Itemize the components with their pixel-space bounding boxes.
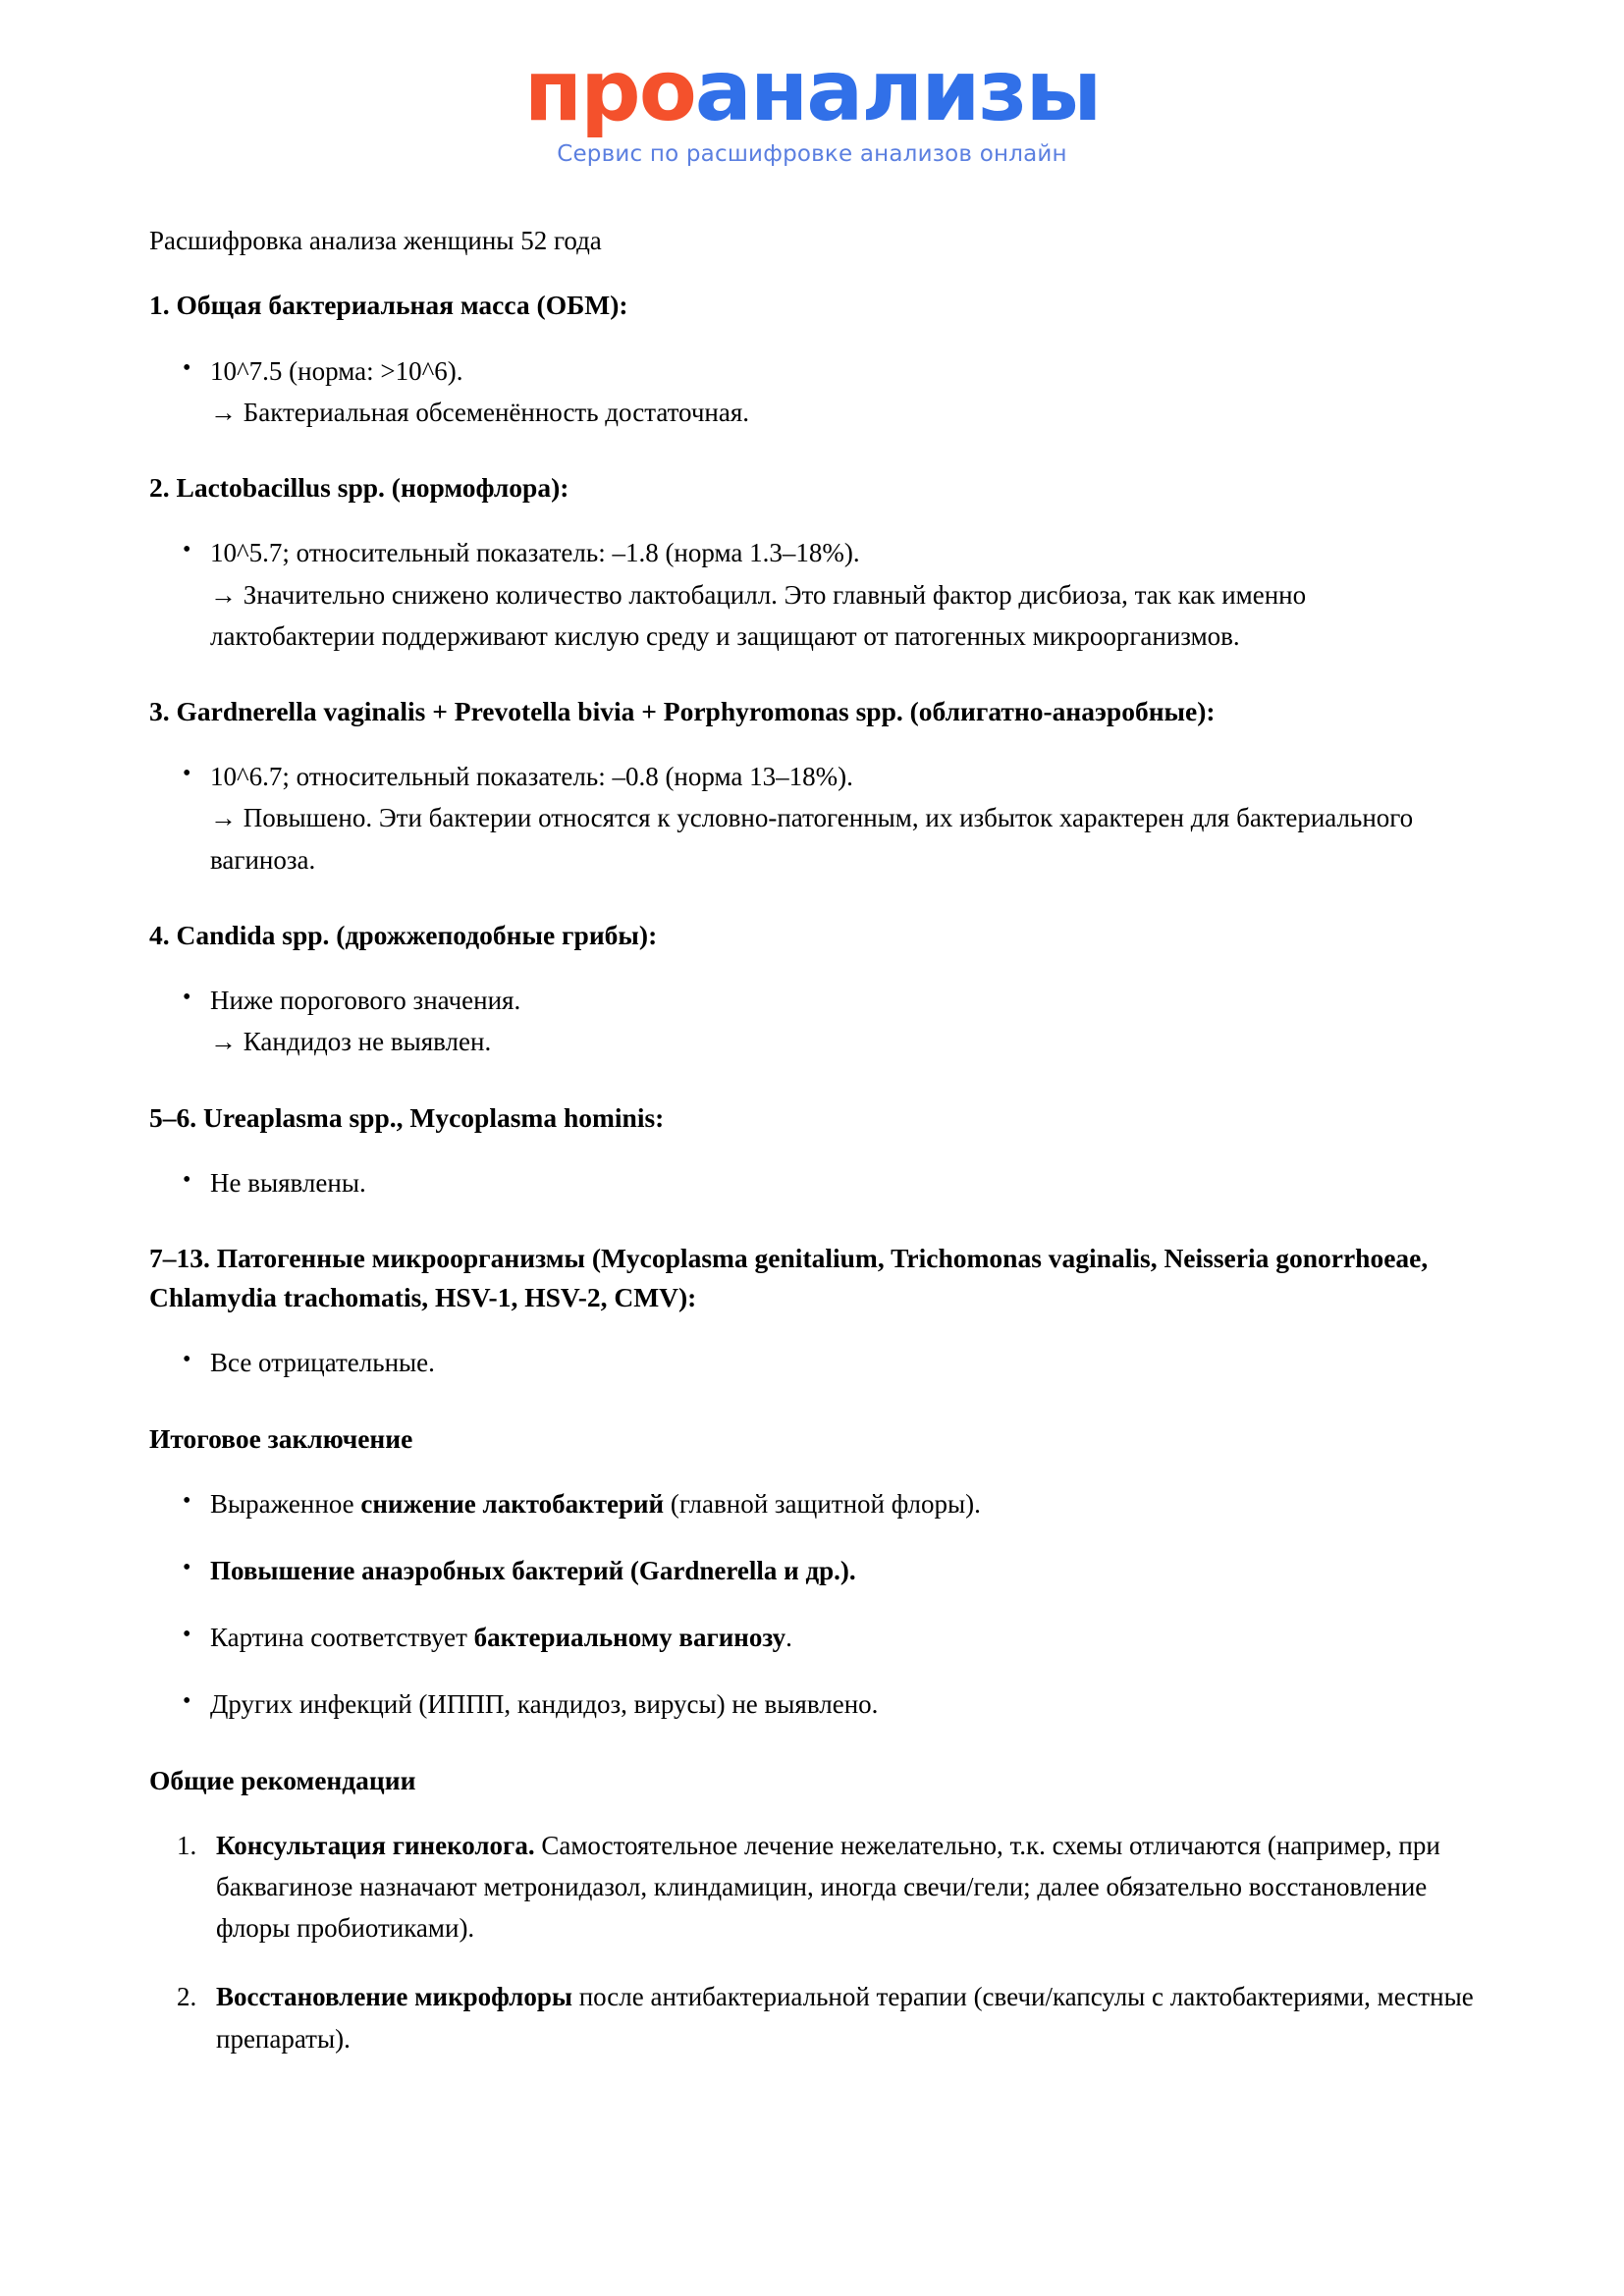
bullet-main-text: 10^5.7; относительный показатель: –1.8 (норма 1.3–18%).	[210, 538, 860, 568]
bullet-main-text: Все отрицательные.	[210, 1348, 435, 1378]
text-bold: бактериальному вагинозу	[473, 1623, 786, 1653]
section-4-heading: 4. Candida spp. (дрожжеподобные грибы):	[149, 919, 658, 950]
bullet-arrow-text: → Значительно снижено количество лактобацилл. Это главный фактор дисбиоза, так как именно лактобактерии поддерживают кислую среду и защищают от патогенных микроорганизмов.	[210, 579, 1307, 651]
text-pre: Других инфекций (ИППП, кандидоз, вирусы) не выявлено.	[210, 1689, 879, 1720]
list-item	[149, 1825, 1475, 1949]
conclusion-bullets	[149, 1483, 1475, 1725]
list-item	[149, 532, 1475, 656]
section-4	[149, 916, 1475, 1063]
text-post: (главной защитной флоры).	[664, 1489, 981, 1520]
logo-text-pro: про	[523, 42, 695, 140]
section-7-13-heading: 7–13. Патогенные микроорганизмы (Mycoplasma genitalium, Trichomonas vaginalis, Neisseria gonorrhoeae, Chlamydia trachomatis, HSV-1, HSV-2, CMV):	[149, 1243, 1429, 1312]
document-intro: Расшифровка анализа женщины 52 года	[149, 225, 602, 255]
recommendations-heading: Общие рекомендации	[149, 1764, 416, 1795]
recommendations-list	[149, 1825, 1475, 2059]
bullet-arrow-text: → Бактериальная обсеменённость достаточная.	[210, 397, 750, 427]
text-post: .	[785, 1623, 792, 1653]
list-item	[149, 1683, 1475, 1725]
list-item	[149, 1617, 1475, 1658]
list-item	[149, 1976, 1475, 2058]
section-7-13	[149, 1239, 1475, 1383]
section-5-6-heading: 5–6. Ureaplasma spp., Mycoplasma hominis:	[149, 1101, 665, 1133]
section-2	[149, 468, 1475, 657]
text-bold: Восстановление микрофлоры	[216, 1982, 572, 2012]
section-7-13-bullets	[149, 1342, 1475, 1383]
document-content	[0, 176, 1624, 2059]
recommendations-section	[149, 1761, 1475, 2059]
conclusion-section	[149, 1419, 1475, 1726]
logo-tagline: Сервис по расшифровке анализов онлайн	[557, 140, 1067, 167]
bullet-arrow-text: → Повышено. Эти бактерии относятся к условно-патогенным, их избыток характерен для бактериального вагиноза.	[210, 803, 1414, 875]
section-2-bullets	[149, 532, 1475, 656]
text-bold: Повышение анаэробных бактерий (Gardnerella и др.).	[210, 1556, 856, 1586]
section-3-bullets	[149, 756, 1475, 880]
bullet-main-text: Не выявлены.	[210, 1168, 366, 1199]
section-3	[149, 692, 1475, 881]
text-bold: снижение лактобактерий	[360, 1489, 665, 1520]
list-item	[149, 1550, 1475, 1591]
bullet-main-text: 10^6.7; относительный показатель: –0.8 (норма 13–18%).	[210, 762, 853, 792]
logo-text-analizy: анализы	[694, 42, 1101, 140]
list-item	[149, 1483, 1475, 1524]
logo-wordmark	[523, 42, 1101, 140]
section-5-6-bullets	[149, 1162, 1475, 1203]
conclusion-heading: Итоговое заключение	[149, 1422, 413, 1454]
list-item	[149, 350, 1475, 433]
text-bold: Консультация гинеколога.	[216, 1831, 535, 1861]
list-item	[149, 1162, 1475, 1203]
list-item	[149, 1342, 1475, 1383]
section-1	[149, 286, 1475, 433]
text-rest: Самостоятельное лечение нежелательно, т.к. схемы отличаются (например, при баквагинозе назначают метронидазол, клиндамицин, иногда свечи/гели; далее обязательно восстановление флоры пробиотиками).	[216, 1831, 1440, 1944]
section-1-bullets	[149, 350, 1475, 433]
section-5-6	[149, 1098, 1475, 1204]
list-item	[149, 980, 1475, 1062]
section-3-heading: 3. Gardnerella vaginalis + Prevotella bivia + Porphyromonas spp. (облигатно-анаэробные):	[149, 695, 1216, 726]
bullet-arrow-text: → Кандидоз не выявлен.	[210, 1027, 492, 1057]
text-pre: Выраженное	[210, 1489, 361, 1520]
list-item	[149, 756, 1475, 880]
section-2-heading: 2. Lactobacillus spp. (нормофлора):	[149, 471, 569, 503]
section-1-heading: 1. Общая бактериальная масса (ОБМ):	[149, 290, 628, 321]
bullet-main-text: 10^7.5 (норма: >10^6).	[210, 355, 463, 386]
site-header	[0, 0, 1624, 176]
section-4-bullets	[149, 980, 1475, 1062]
text-rest: после антибактериальной терапии (свечи/капсулы с лактобактериями, местные препараты).	[216, 1982, 1474, 2054]
text-pre: Картина соответствует	[210, 1623, 474, 1653]
proanalizy-logo[interactable]	[523, 42, 1101, 167]
bullet-main-text: Ниже порогового значения.	[210, 986, 521, 1016]
